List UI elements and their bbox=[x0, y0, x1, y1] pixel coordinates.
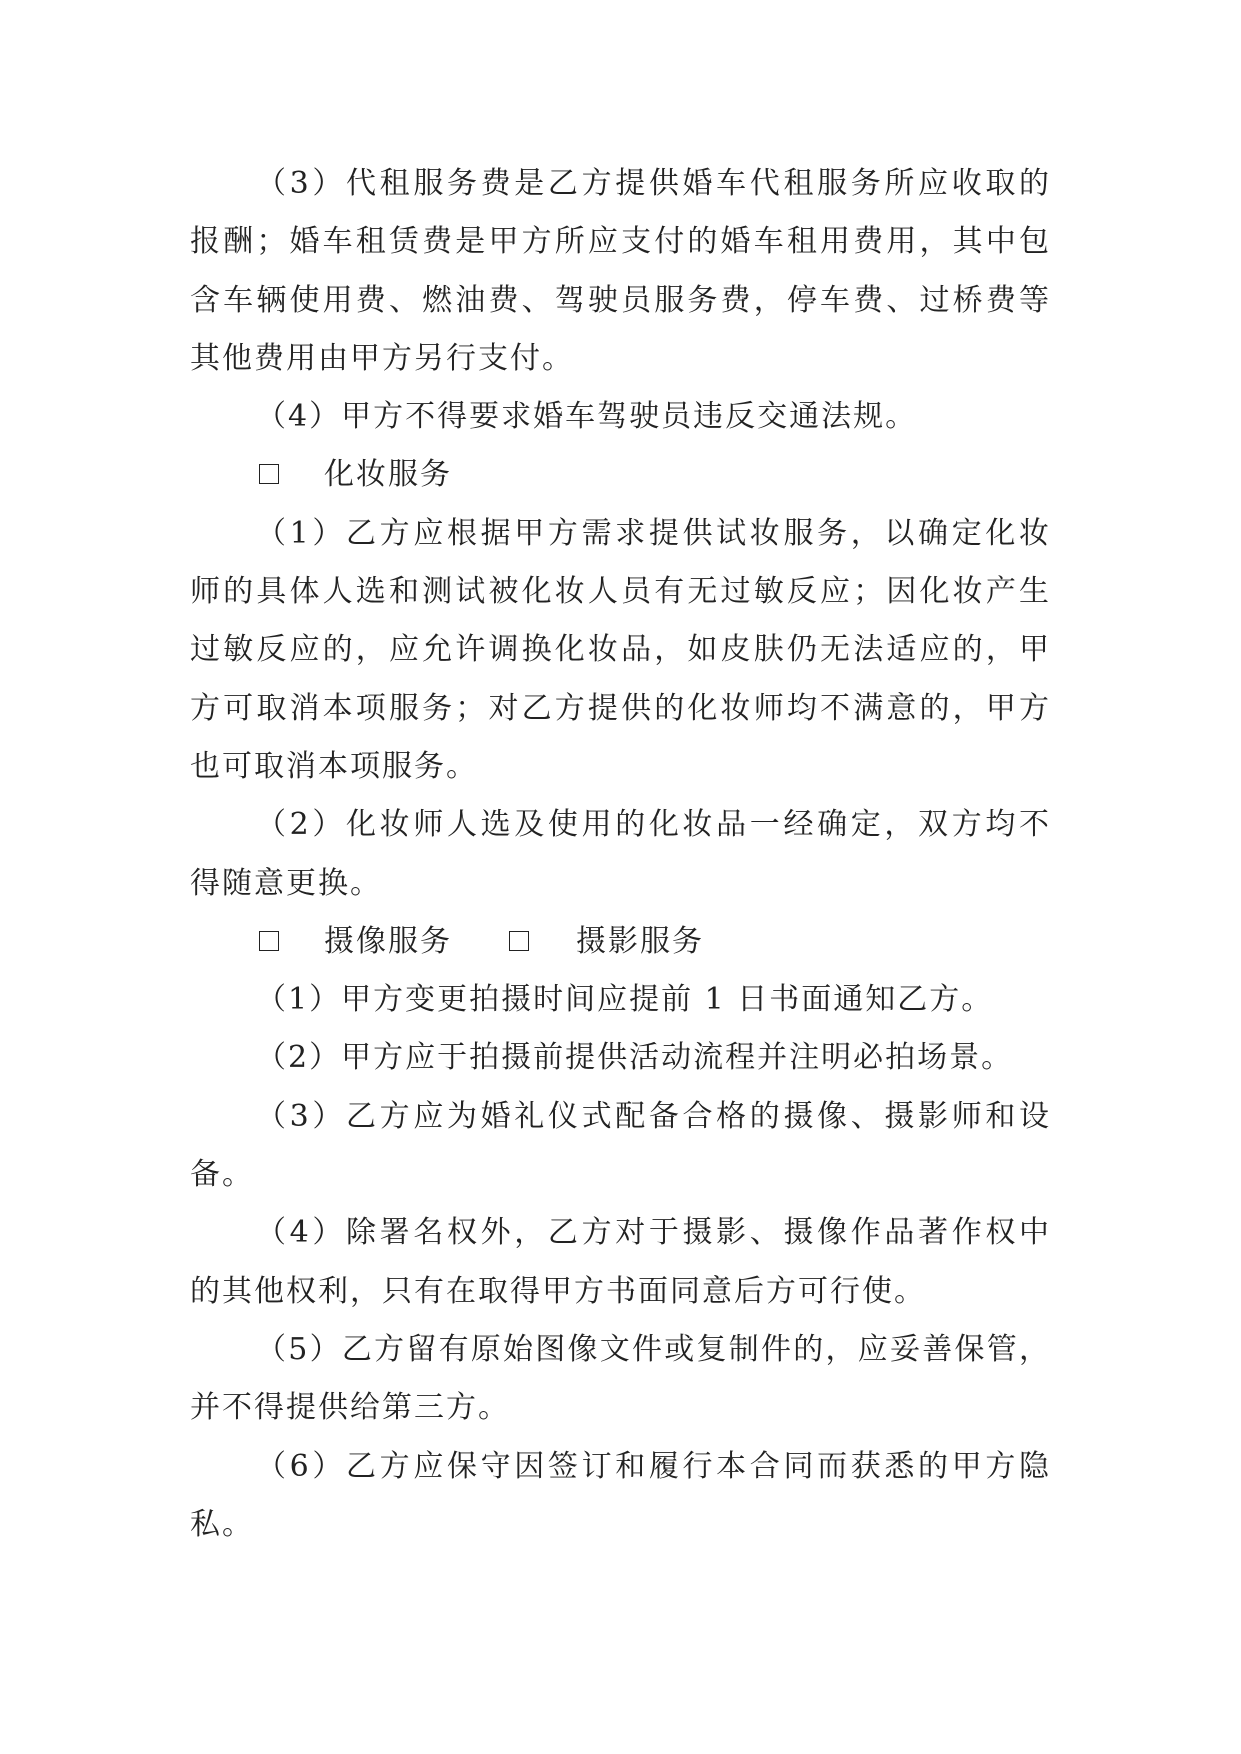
clause-line: （4）除署名权外，乙方对于摄影、摄像作品著作权中 bbox=[256, 1215, 1051, 1251]
clause-line: （2）化妆师人选及使用的化妆品一经确定，双方均不 bbox=[256, 807, 1051, 843]
clause-line: 其他费用由甲方另行支付。 bbox=[190, 340, 574, 376]
car-rental-clause-4 bbox=[190, 388, 1051, 446]
clause-line: 的其他权利，只有在取得甲方书面同意后方可行使。 bbox=[190, 1273, 926, 1309]
checkbox-icon bbox=[509, 931, 529, 951]
clause-line: 得随意更换。 bbox=[190, 865, 382, 901]
video-photo-clause-1 bbox=[190, 971, 1051, 1029]
checkbox-icon bbox=[259, 464, 279, 484]
makeup-service-option bbox=[190, 446, 1051, 504]
video-photo-clause-4 bbox=[190, 1204, 1051, 1321]
clause-line: 过敏反应的，应允许调换化妆品，如皮肤仍无法适应的，甲 bbox=[190, 632, 1051, 668]
clause-line: 也可取消本项服务。 bbox=[190, 748, 478, 784]
makeup-service-label: 化妆服务 bbox=[324, 457, 452, 493]
clause-line: 备。 bbox=[190, 1157, 254, 1193]
video-service-label: 摄像服务 bbox=[324, 923, 452, 959]
clause-line: （3）代租服务费是乙方提供婚车代租服务所应收取的 bbox=[256, 166, 1051, 201]
photo-service-label: 摄影服务 bbox=[576, 923, 704, 959]
video-photo-clause-5 bbox=[190, 1321, 1051, 1438]
clause-line: （6）乙方应保守因签订和履行本合同而获悉的甲方隐 bbox=[256, 1448, 1051, 1484]
clause-line: （5）乙方留有原始图像文件或复制件的，应妥善保管， bbox=[256, 1331, 1051, 1367]
clause-line: （2）甲方应于拍摄前提供活动流程并注明必拍场景。 bbox=[256, 1040, 1014, 1076]
clause-line: 方可取消本项服务；对乙方提供的化妆师均不满意的，甲方 bbox=[190, 690, 1051, 726]
makeup-clause-1 bbox=[190, 505, 1051, 796]
clause-line: 师的具体人选和测试被化妆人员有无过敏反应；因化妆产生 bbox=[190, 574, 1051, 610]
clause-line: （4）甲方不得要求婚车驾驶员违反交通法规。 bbox=[256, 399, 918, 435]
clause-line: （1）乙方应根据甲方需求提供试妆服务，以确定化妆 bbox=[256, 515, 1051, 551]
document-body bbox=[190, 155, 1051, 1554]
video-photo-clause-3 bbox=[190, 1088, 1051, 1205]
clause-line: （1）甲方变更拍摄时间应提前 1 日书面通知乙方。 bbox=[256, 982, 994, 1018]
makeup-clause-2 bbox=[190, 796, 1051, 913]
video-photo-clause-6 bbox=[190, 1438, 1051, 1555]
clause-line: 并不得提供给第三方。 bbox=[190, 1390, 510, 1426]
video-photo-clause-2 bbox=[190, 1029, 1051, 1087]
car-rental-clause-3 bbox=[190, 155, 1051, 388]
clause-line: 私。 bbox=[190, 1506, 254, 1542]
clause-line: 报酬；婚车租赁费是甲方所应支付的婚车租用费用，其中包 bbox=[190, 224, 1051, 260]
video-photo-service-options bbox=[190, 913, 1051, 971]
clause-line: 含车辆使用费、燃油费、驾驶员服务费，停车费、过桥费等 bbox=[190, 282, 1051, 318]
checkbox-icon bbox=[259, 931, 279, 951]
clause-line: （3）乙方应为婚礼仪式配备合格的摄像、摄影师和设 bbox=[256, 1098, 1051, 1134]
